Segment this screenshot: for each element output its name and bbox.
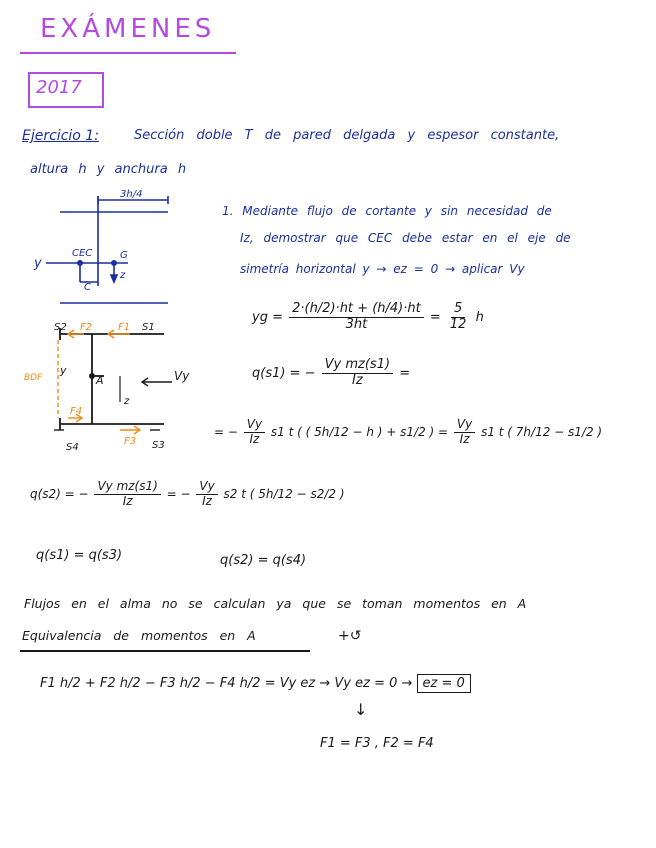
vy-label: Vy — [174, 369, 190, 383]
eq-q1-fraction — [322, 358, 393, 389]
eq-q1b-eq: = — [438, 424, 449, 439]
eq-q1-tail: = — [399, 365, 411, 381]
eq-q2-frac2 — [196, 480, 217, 509]
eq-q1b-den2: Iz — [459, 431, 470, 446]
eq-q1b-den: Iz — [249, 431, 260, 446]
c-label: C — [84, 282, 91, 293]
section-diagram-top — [28, 186, 178, 306]
s3-label: S3 — [152, 440, 165, 451]
eq-q1b-num2: Vy — [454, 418, 475, 433]
web-flow-note: Flujos en el alma no se calculan ya que se toman momentos en A — [24, 596, 527, 611]
item1-line3: simetría horizontal y → ez = 0 → aplicar Vy — [240, 262, 525, 276]
s4-label: S4 — [66, 442, 79, 453]
down-arrow: ↓ — [354, 700, 368, 719]
section-diagram-bottom — [24, 312, 204, 457]
z-axis-label: z — [124, 396, 130, 407]
eq-q1b-num: Vy — [244, 418, 265, 433]
eq-yg-lhs: yg = — [252, 309, 283, 325]
s2-label: S2 — [54, 322, 67, 333]
item1-line1: 1. Mediante flujo de cortante y sin necesidad de — [222, 204, 552, 218]
eq-q1b-frac2 — [454, 418, 475, 447]
eq-q1-num: Vy mz(s1) — [322, 358, 393, 374]
f2-label: F2 — [80, 322, 93, 333]
a-label: A — [96, 374, 104, 387]
cec-label: CEC — [72, 248, 93, 259]
eq-q2-den2: Iz — [202, 493, 212, 508]
eq-yg — [252, 302, 484, 333]
moment-equation-expr: F1 h/2 + F2 h/2 − F3 h/2 − F4 h/2 = Vy ez → Vy ez = 0 → — [40, 676, 413, 691]
force-result: F1 = F3 , F2 = F4 — [320, 736, 434, 751]
eq-q2-frac1 — [94, 480, 160, 509]
page-title: EXÁMENES — [40, 14, 216, 44]
equivalence-underline — [20, 650, 310, 652]
eq-q1b-end: s1 t ( 7h/12 − s1/2 ) — [481, 424, 603, 439]
eq-yg-den: 3ht — [345, 316, 368, 332]
equality-left: q(s1) = q(s3) — [36, 548, 123, 563]
y-label: y — [60, 364, 67, 377]
g-label: G — [120, 250, 128, 261]
eq-yg-fraction — [289, 302, 424, 333]
bdf-label: BDF — [24, 373, 43, 383]
eq-q1 — [252, 358, 410, 389]
eq-q2 — [30, 480, 345, 509]
z-label: z — [120, 270, 126, 281]
eq-q1b-start: = − — [214, 424, 238, 439]
eq-q2-lhs: q(s2) = − — [30, 486, 89, 501]
exercise-statement-line2: altura h y anchura h — [30, 162, 187, 177]
eq-q2-num2: Vy — [196, 480, 217, 495]
axis-y-label: y — [34, 256, 42, 271]
f1-label: F1 — [118, 322, 131, 333]
rotation-sign: +↺ — [338, 628, 362, 644]
eq-q2-den: Iz — [122, 493, 133, 508]
s1-label: S1 — [142, 322, 155, 333]
exercise-heading: Ejercicio 1: — [22, 128, 99, 144]
eq-yg-equals: = — [429, 309, 441, 325]
eq-q2-mid: = − — [166, 486, 191, 501]
title-underline — [20, 52, 236, 54]
exercise-statement-line1: Sección doble T de pared delgada y espesor constante, — [134, 128, 560, 143]
eq-yg-rhs-tail: h — [475, 309, 484, 325]
f4-label: F4 — [70, 406, 83, 417]
ez-boxed-result: ez = 0 — [417, 674, 471, 693]
eq-yg-rhs-num: 5 — [451, 302, 465, 318]
item1-line2: Iz, demostrar que CEC debe estar en el eje de — [240, 231, 571, 245]
eq-q1b-frac1 — [244, 418, 265, 447]
year-label: 2017 — [36, 77, 82, 98]
eq-yg-num: 2·(h/2)·ht + (h/4)·ht — [289, 302, 424, 318]
equivalence-note: Equivalencia de momentos en A — [22, 628, 256, 643]
moment-equation — [40, 676, 471, 691]
dim-label: 3h/4 — [120, 189, 143, 200]
eq-q1-den: Iz — [352, 372, 363, 388]
point-a-marker — [89, 373, 95, 379]
eq-q2-num: Vy mz(s1) — [94, 480, 160, 495]
eq-q1-expanded — [214, 418, 602, 447]
eq-yg-rhs-fraction — [447, 302, 470, 333]
eq-q1-lhs: q(s1) = − — [252, 365, 316, 381]
f3-label: F3 — [124, 436, 137, 447]
eq-q2-end: s2 t ( 5h/12 − s2/2 ) — [223, 486, 345, 501]
eq-q1b-mid: s1 t ( ( 5h/12 − h ) + s1/2 ) — [270, 424, 435, 439]
equality-right: q(s2) = q(s4) — [220, 553, 307, 568]
eq-yg-rhs-den: 12 — [449, 316, 467, 332]
